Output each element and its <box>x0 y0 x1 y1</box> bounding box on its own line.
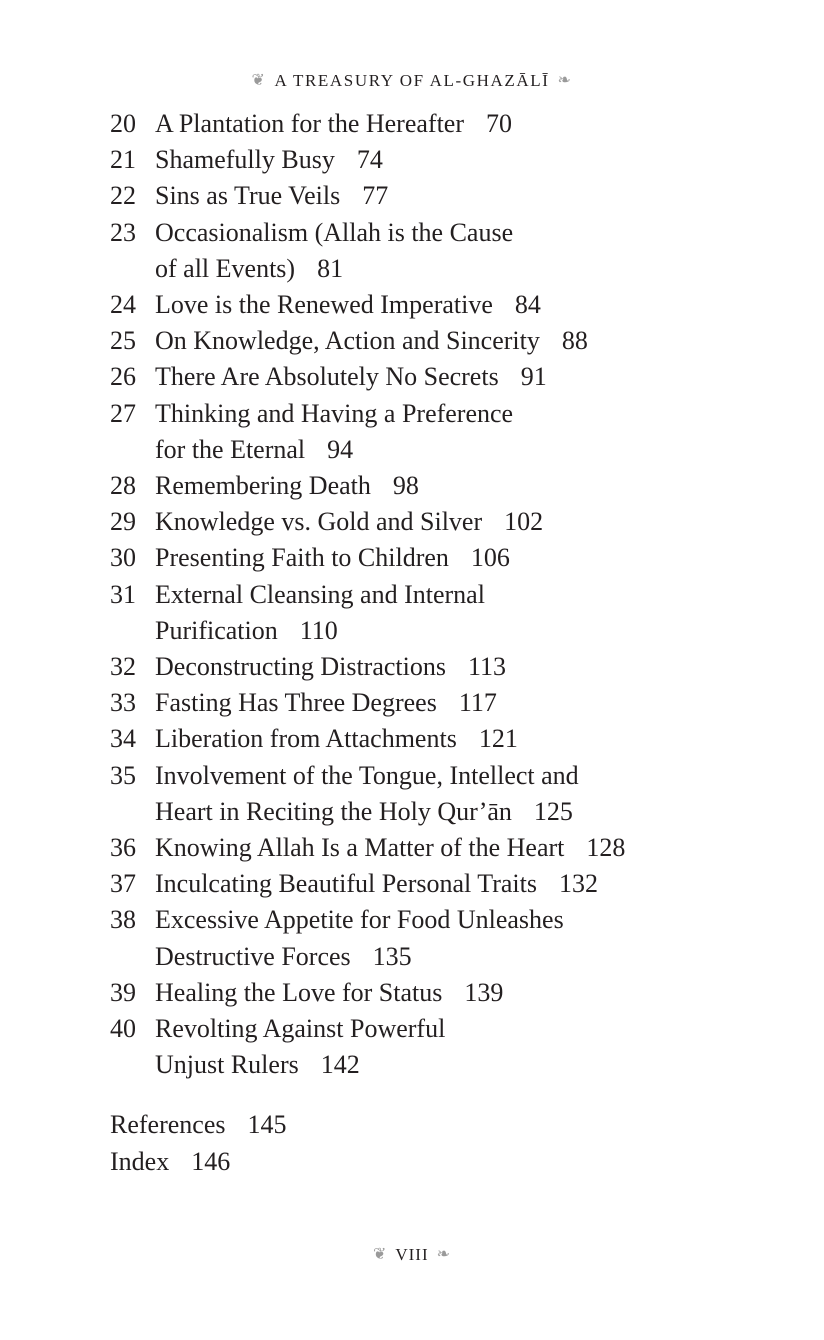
title-line <box>155 613 750 649</box>
page-number: 132 <box>559 869 599 899</box>
chapter-title <box>155 758 750 830</box>
title-line <box>155 902 750 938</box>
toc-entry[interactable] <box>110 577 750 649</box>
toc-entry[interactable] <box>110 504 750 540</box>
chapter-title <box>155 142 750 178</box>
page-number: 121 <box>478 724 518 754</box>
chapter-number: 25 <box>110 326 136 356</box>
toc-entry[interactable] <box>110 106 750 142</box>
chapter-number: 37 <box>110 869 136 899</box>
toc-entry[interactable] <box>110 142 750 178</box>
title-text: Sins as True Veils <box>155 181 341 211</box>
running-head <box>0 70 824 91</box>
title-text: Thinking and Having a Preference <box>155 398 514 428</box>
title-line <box>155 215 750 251</box>
back-matter <box>110 1107 286 1180</box>
chapter-number: 20 <box>110 109 136 138</box>
toc-entry[interactable] <box>110 721 750 757</box>
back-matter-title: References <box>110 1110 226 1139</box>
title-text: Knowing Allah Is a Matter of the Heart <box>155 833 565 863</box>
toc-entry[interactable] <box>110 468 750 504</box>
toc-entry[interactable] <box>110 758 750 830</box>
chapter-number: 24 <box>110 290 136 320</box>
page-number: 70 <box>486 109 512 138</box>
page-number: 145 <box>247 1110 287 1139</box>
ornament-right-icon: ❧ <box>557 72 573 89</box>
title-line <box>155 106 750 142</box>
toc-entry[interactable] <box>110 396 750 468</box>
title-text: Fasting Has Three Degrees <box>155 688 437 718</box>
title-text: Healing the Love for Status <box>155 977 443 1007</box>
chapter-title <box>155 1011 750 1083</box>
title-text: Deconstructing Distractions <box>155 652 446 682</box>
page-number: 91 <box>520 362 547 392</box>
title-line <box>155 396 750 432</box>
title-text: Revolting Against Powerful <box>155 1014 446 1044</box>
page-number: 84 <box>514 290 541 320</box>
ornament-left-icon: ❦ <box>251 72 267 89</box>
toc-entry[interactable] <box>110 540 750 576</box>
title-line <box>155 830 750 866</box>
toc-entry[interactable] <box>110 178 750 214</box>
page-number: 128 <box>586 833 626 863</box>
title-text: External Cleansing and Internal <box>155 579 485 609</box>
chapter-number: 27 <box>110 398 136 428</box>
page-number: 146 <box>191 1146 231 1176</box>
chapter-title <box>155 106 750 142</box>
chapter-title <box>155 504 750 540</box>
page-number: 74 <box>356 145 383 175</box>
page-number: 110 <box>299 615 338 645</box>
chapter-title <box>155 287 750 323</box>
chapter-number: 33 <box>110 688 136 718</box>
table-of-contents <box>110 106 750 1083</box>
back-matter-entry[interactable] <box>110 1144 286 1181</box>
title-text: Occasionalism (Allah is the Cause <box>155 217 514 247</box>
title-line <box>155 178 750 214</box>
chapter-title <box>155 649 750 685</box>
chapter-number: 36 <box>110 833 136 863</box>
title-text: Purification <box>155 615 278 645</box>
toc-entry[interactable] <box>110 830 750 866</box>
page-number: 113 <box>468 652 507 682</box>
chapter-number: 38 <box>110 905 136 935</box>
chapter-title <box>155 323 750 359</box>
title-text: Heart in Reciting the Holy Qur’ān <box>155 796 512 826</box>
title-text: There Are Absolutely No Secrets <box>155 362 499 392</box>
page-number: 98 <box>392 471 419 501</box>
chapter-title <box>155 215 750 287</box>
toc-entry[interactable] <box>110 685 750 721</box>
chapter-number: 40 <box>110 1014 136 1044</box>
ornament-left-icon: ❦ <box>372 1246 388 1263</box>
chapter-number: 30 <box>110 543 136 573</box>
toc-entry[interactable] <box>110 866 750 902</box>
chapter-title <box>155 721 750 757</box>
chapter-title <box>155 830 750 866</box>
chapter-number: 34 <box>110 724 136 754</box>
chapter-title <box>155 866 750 902</box>
chapter-title <box>155 468 750 504</box>
title-line <box>155 721 750 757</box>
chapter-number: 22 <box>110 181 136 211</box>
page-number: 88 <box>561 326 588 356</box>
title-text: of all Events) <box>155 253 296 283</box>
chapter-title <box>155 178 750 214</box>
toc-entry[interactable] <box>110 902 750 974</box>
page-number: VIII <box>395 1245 429 1264</box>
running-head-title: A TREASURY OF AL-GHAZĀLĪ <box>274 71 550 90</box>
title-line <box>155 468 750 504</box>
title-text: Knowledge vs. Gold and Silver <box>155 507 483 537</box>
chapter-number: 32 <box>110 652 136 682</box>
title-text: Shamefully Busy <box>155 145 335 175</box>
title-line <box>155 142 750 178</box>
page-number: 117 <box>458 688 497 718</box>
title-line <box>155 577 750 613</box>
title-line <box>155 685 750 721</box>
chapter-number: 26 <box>110 362 136 392</box>
back-matter-entry[interactable] <box>110 1107 286 1144</box>
title-line <box>155 504 750 540</box>
chapter-title <box>155 685 750 721</box>
toc-entry[interactable] <box>110 359 750 395</box>
toc-entry[interactable] <box>110 1011 750 1083</box>
title-line <box>155 758 750 794</box>
title-text: Unjust Rulers <box>155 1050 299 1080</box>
title-text: Remembering Death <box>155 471 371 501</box>
page-number: 142 <box>320 1050 360 1080</box>
page-number: 139 <box>464 977 504 1007</box>
chapter-number: 31 <box>110 579 136 609</box>
title-text: A Plantation for the Hereafter <box>155 109 464 138</box>
title-line <box>155 287 750 323</box>
chapter-title <box>155 540 750 576</box>
title-line <box>155 540 750 576</box>
page-number: 102 <box>504 507 544 537</box>
toc-entry[interactable] <box>110 287 750 323</box>
page-number: 106 <box>470 543 510 573</box>
title-text: Inculcating Beautiful Personal Traits <box>155 869 538 899</box>
title-line <box>155 649 750 685</box>
page-number: 77 <box>362 181 389 211</box>
title-text: Destructive Forces <box>155 941 351 971</box>
chapter-title <box>155 902 750 974</box>
page-number: 125 <box>533 796 573 826</box>
chapter-number: 29 <box>110 507 136 537</box>
title-line <box>155 323 750 359</box>
toc-entry[interactable] <box>110 323 750 359</box>
page-folio <box>0 1244 824 1265</box>
title-line <box>155 251 750 287</box>
title-line <box>155 359 750 395</box>
title-text: for the Eternal <box>155 434 306 464</box>
title-line <box>155 939 750 975</box>
chapter-number: 21 <box>110 145 136 175</box>
chapter-title <box>155 359 750 395</box>
title-line <box>155 794 750 830</box>
page-number: 94 <box>327 434 354 464</box>
title-line <box>155 1047 750 1083</box>
chapter-number: 28 <box>110 471 136 501</box>
chapter-number: 23 <box>110 217 136 247</box>
title-text: Involvement of the Tongue, Intellect and <box>155 760 579 790</box>
chapter-title <box>155 975 750 1011</box>
title-text: Presenting Faith to Children <box>155 543 449 573</box>
toc-entry[interactable] <box>110 215 750 287</box>
page-number: 81 <box>317 253 344 283</box>
ornament-right-icon: ❧ <box>436 1246 452 1263</box>
back-matter-title: Index <box>110 1146 170 1176</box>
toc-entry[interactable] <box>110 975 750 1011</box>
chapter-number: 35 <box>110 760 136 790</box>
title-text: Excessive Appetite for Food Unleashes <box>155 905 564 935</box>
chapter-number: 39 <box>110 977 136 1007</box>
title-line <box>155 975 750 1011</box>
toc-entry[interactable] <box>110 649 750 685</box>
title-line <box>155 432 750 468</box>
page-number: 135 <box>372 941 412 971</box>
title-line <box>155 1011 750 1047</box>
title-line <box>155 866 750 902</box>
title-text: On Knowledge, Action and Sincerity <box>155 326 540 356</box>
chapter-title <box>155 396 750 468</box>
chapter-title <box>155 577 750 649</box>
title-text: Liberation from Attachments <box>155 724 457 754</box>
title-text: Love is the Renewed Imperative <box>155 290 493 320</box>
